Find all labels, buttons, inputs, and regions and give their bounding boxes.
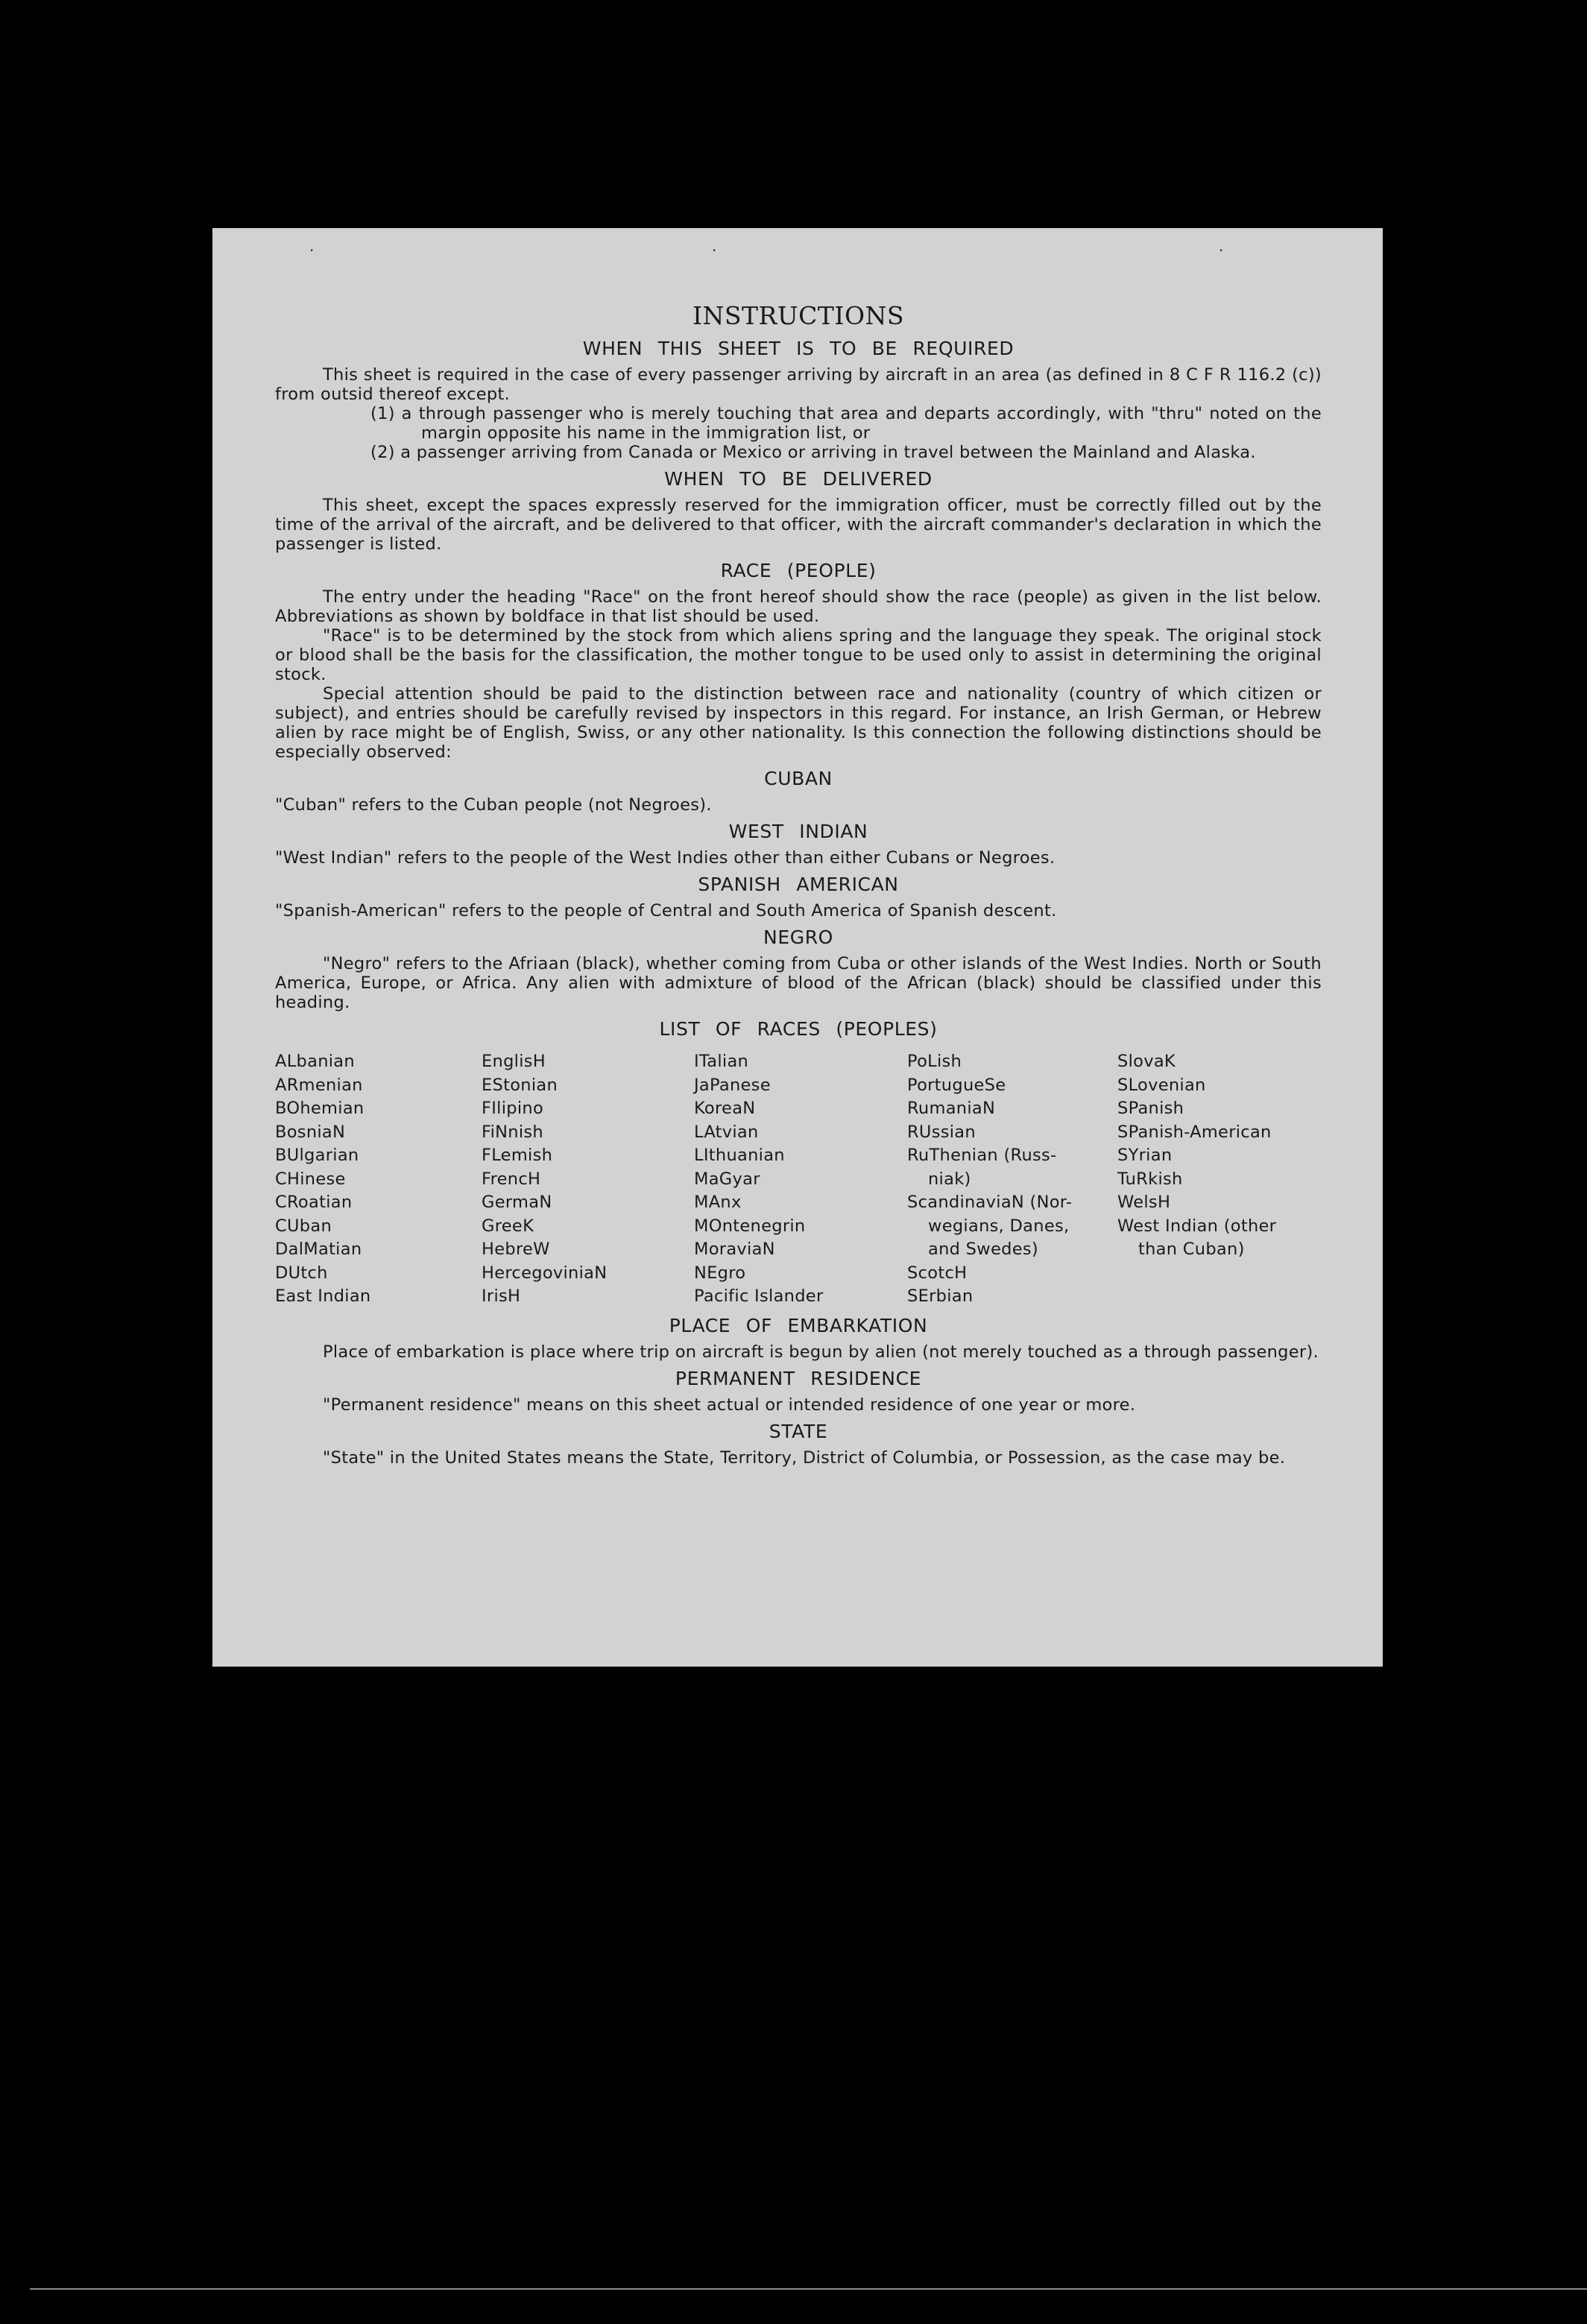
- when-required-item-2: (2) a passenger arriving from Canada or Mexico or arriving in travel between the Mainland and Alaska.: [370, 443, 1256, 462]
- race-entry: FLemish: [482, 1146, 553, 1165]
- instruction-sheet: [212, 228, 1383, 1667]
- race-entry: GreeK: [482, 1216, 534, 1236]
- race-entry: WelsH: [1117, 1193, 1171, 1212]
- races-column-4: [907, 1050, 1117, 1309]
- when-required-item-1: (1) a through passenger who is merely touching that area and departs accordingly, with "thru" noted on the margin opposite his name in the immigration list, or: [370, 404, 1322, 443]
- heading-permanent-residence: PERMANENT RESIDENCE: [675, 1367, 922, 1389]
- race-entry-continued: and Swedes): [928, 1240, 1038, 1259]
- race-entry: RuThenian (Russ-: [907, 1146, 1057, 1165]
- race-entry: ScandinaviaN (Nor-: [907, 1193, 1073, 1212]
- race-entry: NEgro: [694, 1263, 746, 1283]
- races-column-1: [275, 1050, 482, 1309]
- race-entry: HercegoviniaN: [482, 1263, 608, 1283]
- heading-cuban: CUBAN: [764, 768, 833, 789]
- race-paragraph-3: Special attention should be paid to the distinction between race and nationality (country of which citizen or subject), and entries should be carefully revised by inspectors in this regard. For instance, an Irish German, or Hebrew alien by race might be of English, Swiss, or any other nationality. Is this connection the following distinctions should be especially observed:: [275, 684, 1322, 762]
- race-entry: EStonian: [482, 1075, 558, 1095]
- race-entry: ALbanian: [275, 1052, 355, 1071]
- race-entry: SPanish: [1117, 1099, 1184, 1118]
- negro-text: "Negro" refers to the Afriaan (black), whether coming from Cuba or other islands of the West Indies. North or South America, Europe, or Africa. Any alien with admixture of blood of the African (black) should be classified under this heading.: [275, 954, 1322, 1012]
- race-entry: SYrian: [1117, 1146, 1173, 1165]
- race-entry: LIthuanian: [694, 1146, 785, 1165]
- race-entry-continued: than Cuban): [1138, 1240, 1245, 1259]
- when-delivered-text: This sheet, except the spaces expressly reserved for the immigration officer, must be correctly filled out by the time of the arrival of the aircraft, and be delivered to that officer, with the aircraft commander's declaration in which the passenger is listed.: [275, 496, 1322, 554]
- race-entry: ITalian: [694, 1052, 749, 1071]
- race-entry: TuRkish: [1117, 1169, 1183, 1189]
- race-entry: SlovaK: [1117, 1052, 1176, 1071]
- race-entry: MaGyar: [694, 1169, 760, 1189]
- race-entry: MoraviaN: [694, 1240, 775, 1259]
- race-entry-continued: wegians, Danes,: [928, 1216, 1070, 1236]
- heading-when-required: WHEN THIS SHEET IS TO BE REQUIRED: [582, 338, 1015, 359]
- race-entry: BosniaN: [275, 1122, 346, 1142]
- race-entry: DUtch: [275, 1263, 328, 1283]
- race-entry: IrisH: [482, 1286, 521, 1306]
- scan-edge-line: [30, 2288, 1587, 2290]
- race-entry: MOntenegrin: [694, 1216, 806, 1236]
- race-entry: KoreaN: [694, 1099, 756, 1118]
- race-entry: DalMatian: [275, 1240, 362, 1259]
- embarkation-text: Place of embarkation is place where trip on aircraft is begun by alien (not merely touched as a through passenger).: [323, 1342, 1319, 1362]
- heading-embarkation: PLACE OF EMBARKATION: [669, 1314, 928, 1336]
- race-entry: PoLish: [907, 1052, 962, 1071]
- races-column-3: [694, 1050, 907, 1309]
- race-entry: SErbian: [907, 1286, 974, 1306]
- scan-speck: ·: [309, 241, 315, 259]
- race-entry: FIlipino: [482, 1099, 544, 1118]
- when-required-intro: This sheet is required in the case of every passenger arriving by aircraft in an area (as defined in 8 C F R 116.2 (c)) from outsid thereof except.: [275, 365, 1322, 404]
- heading-spanish-american: SPANISH AMERICAN: [698, 874, 899, 895]
- races-column-5: [1117, 1050, 1326, 1309]
- race-entry: East Indian: [275, 1286, 371, 1306]
- race-entry-continued: niak): [928, 1169, 971, 1189]
- race-entry: BOhemian: [275, 1099, 365, 1118]
- races-list: [275, 1050, 1322, 1309]
- race-paragraph-1: The entry under the heading "Race" on the front hereof should show the race (people) as given in the list below. Abbreviations as shown by boldface in that list should be used.: [275, 587, 1322, 626]
- race-entry: FiNnish: [482, 1122, 543, 1142]
- scan-speck: ·: [712, 241, 717, 259]
- race-entry: GermaN: [482, 1193, 552, 1212]
- race-entry: JaPanese: [694, 1075, 771, 1095]
- race-paragraph-2: "Race" is to be determined by the stock from which aliens spring and the language they speak. The original stock or blood shall be the basis for the classification, the mother tongue to be used only to assist in determining the original stock.: [275, 626, 1322, 684]
- race-entry: RUssian: [907, 1122, 976, 1142]
- scan-speck: ·: [1219, 241, 1224, 259]
- heading-west-indian: WEST INDIAN: [728, 821, 868, 842]
- heading-state: STATE: [769, 1420, 828, 1442]
- west-indian-text: "West Indian" refers to the people of the West Indies other than either Cubans or Negroes.: [275, 848, 1056, 868]
- race-entry: ScotcH: [907, 1263, 968, 1283]
- race-entry: FrencH: [482, 1169, 541, 1189]
- heading-when-delivered: WHEN TO BE DELIVERED: [664, 468, 933, 490]
- race-entry: SLovenian: [1117, 1075, 1206, 1095]
- page-title: INSTRUCTIONS: [692, 301, 905, 330]
- race-entry: CRoatian: [275, 1193, 353, 1212]
- race-entry: CUban: [275, 1216, 332, 1236]
- race-entry: West Indian (other: [1117, 1216, 1277, 1236]
- race-entry: Pacific Islander: [694, 1286, 824, 1306]
- race-entry: BUlgarian: [275, 1146, 359, 1165]
- race-entry: RumaniaN: [907, 1099, 996, 1118]
- races-column-2: [482, 1050, 694, 1309]
- residence-text: "Permanent residence" means on this sheet actual or intended residence of one year or more.: [323, 1395, 1136, 1415]
- spanish-american-text: "Spanish-American" refers to the people of Central and South America of Spanish descent.: [275, 901, 1057, 921]
- heading-list-of-races: LIST OF RACES (PEOPLES): [659, 1018, 938, 1040]
- race-entry: LAtvian: [694, 1122, 759, 1142]
- race-entry: SPanish-American: [1117, 1122, 1272, 1142]
- race-entry: CHinese: [275, 1169, 346, 1189]
- cuban-text: "Cuban" refers to the Cuban people (not Negroes).: [275, 795, 712, 815]
- state-text: "State" in the United States means the State, Territory, District of Columbia, or Possession, as the case may be.: [323, 1447, 1286, 1468]
- race-entry: EnglisH: [482, 1052, 546, 1071]
- race-entry: PortugueSe: [907, 1075, 1006, 1095]
- heading-race: RACE (PEOPLE): [720, 560, 877, 581]
- race-entry: MAnx: [694, 1193, 742, 1212]
- heading-negro: NEGRO: [763, 926, 833, 948]
- race-entry: HebreW: [482, 1240, 550, 1259]
- race-entry: ARmenian: [275, 1075, 363, 1095]
